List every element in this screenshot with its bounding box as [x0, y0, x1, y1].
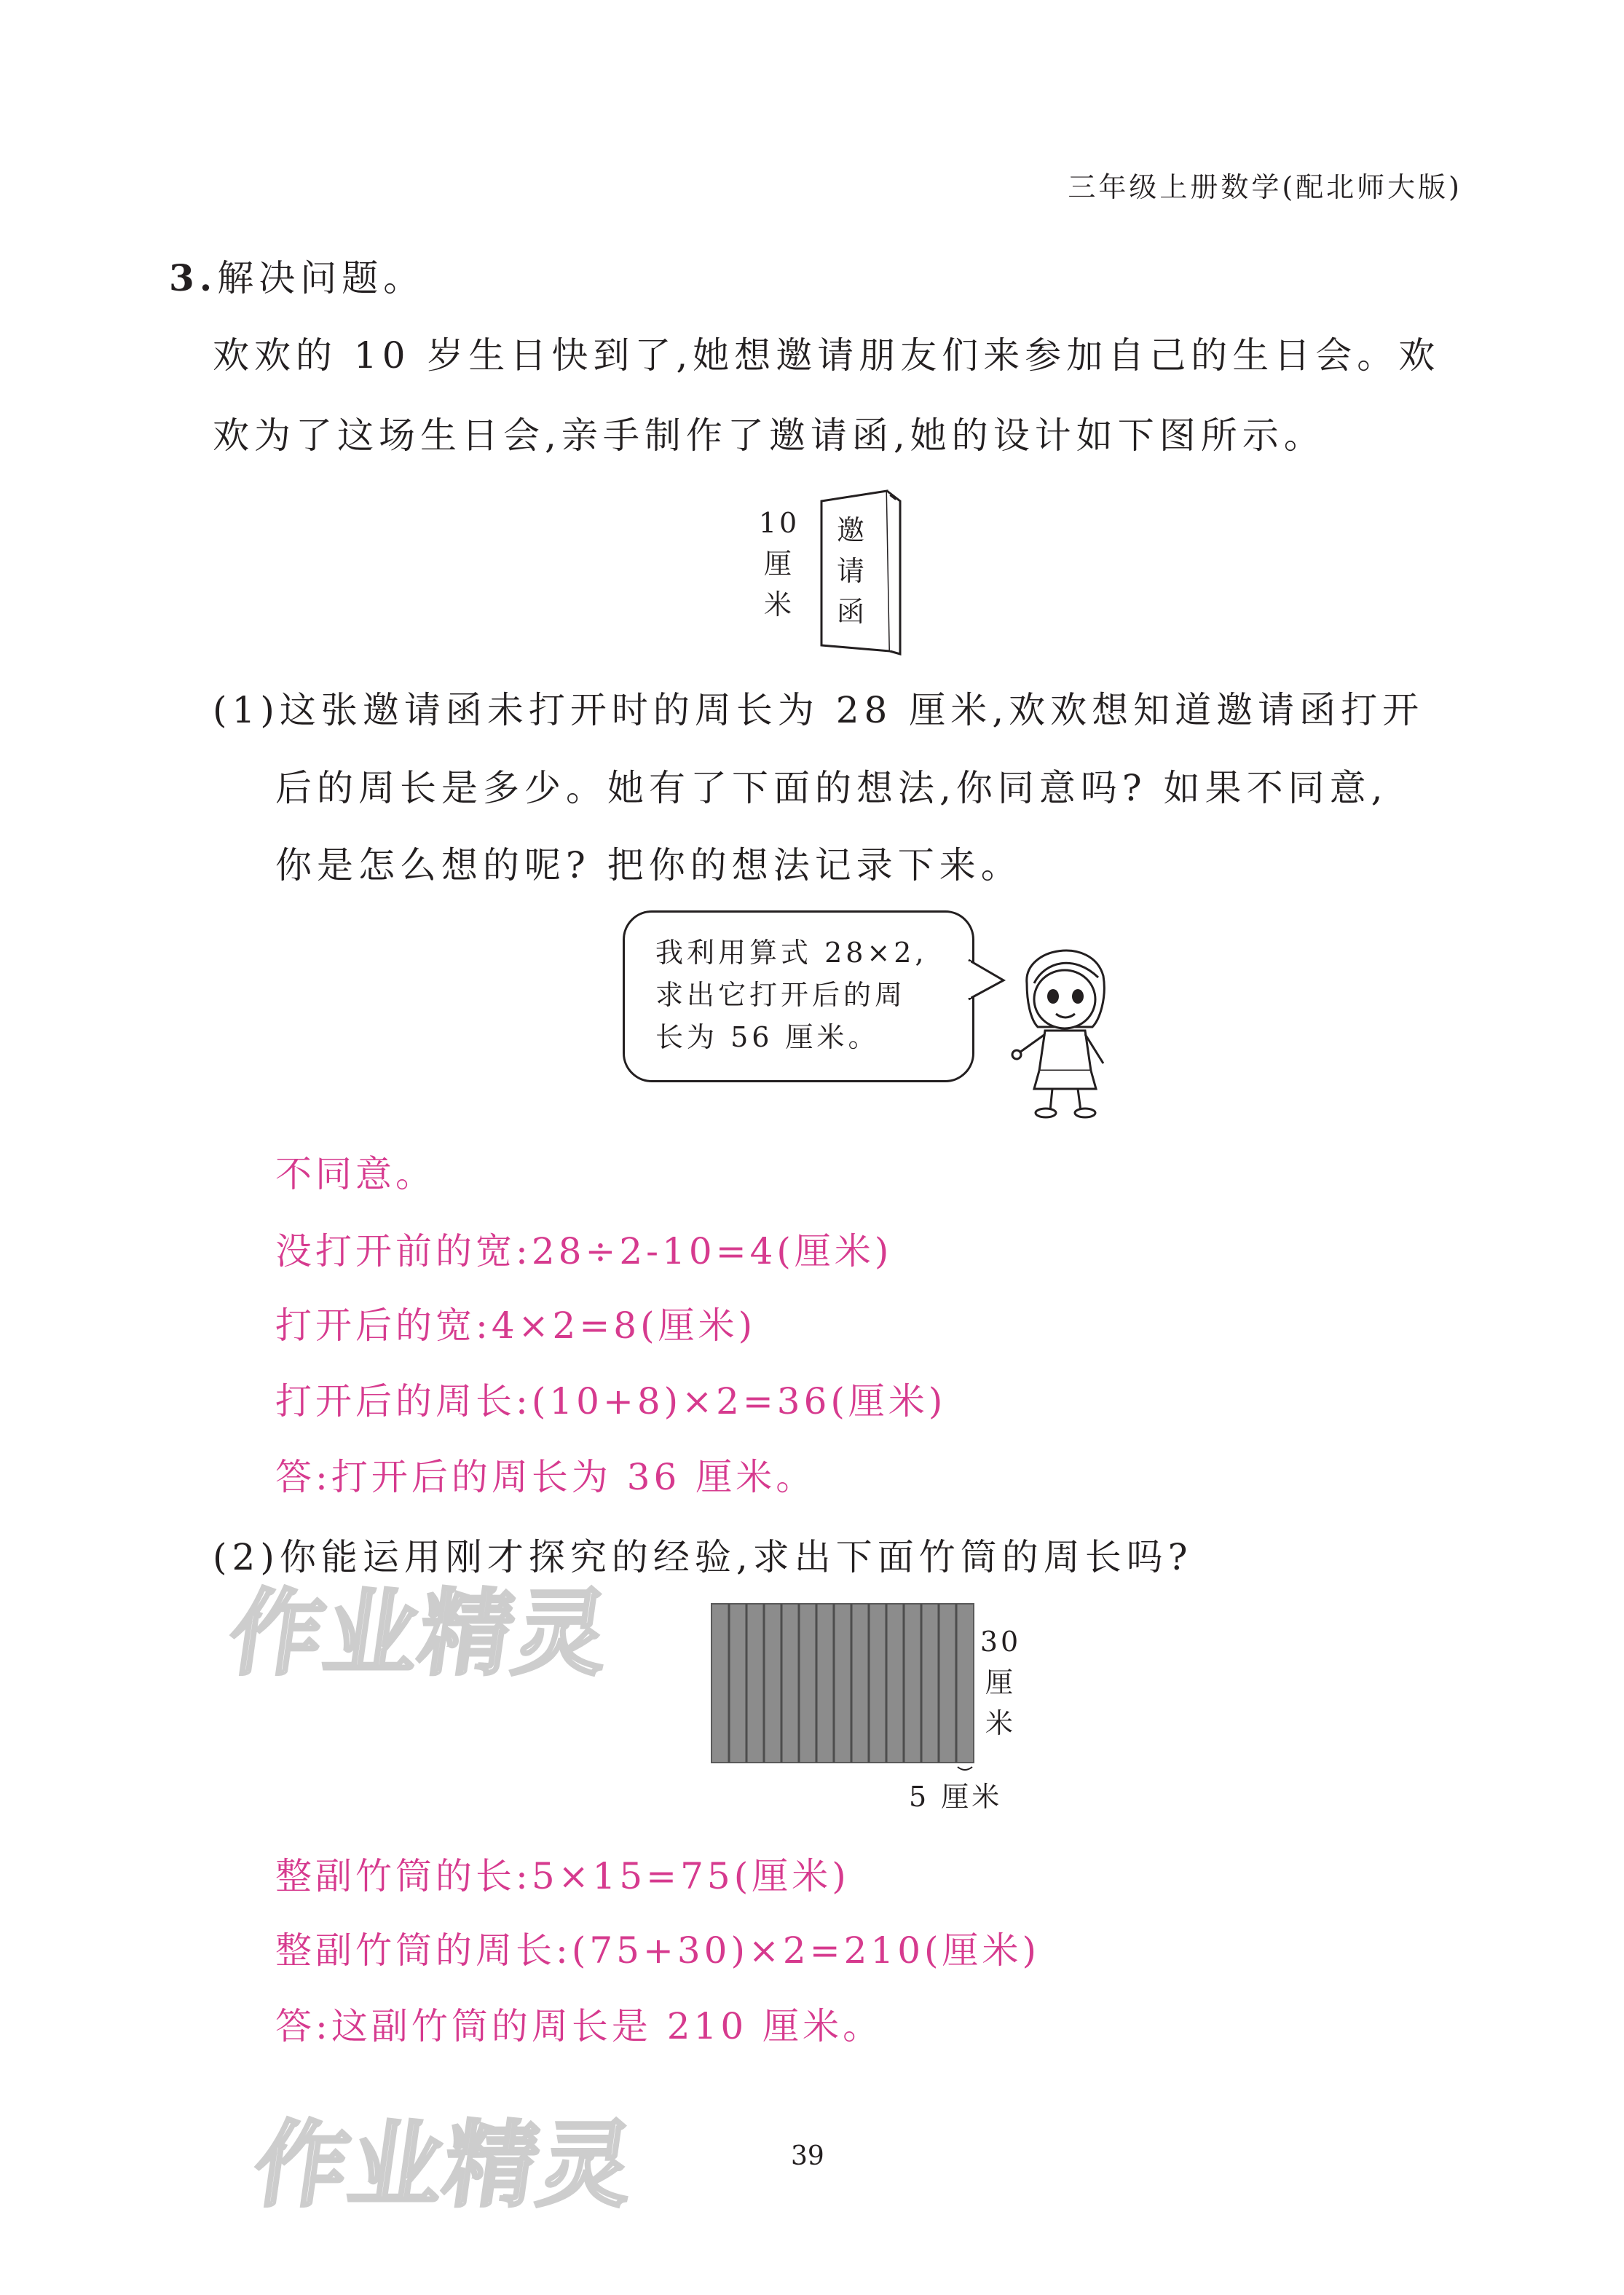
- speech-bubble-text: [655, 932, 928, 1058]
- part1-answer-line-1: 不同意。: [275, 1153, 435, 1195]
- bubble-line-1: 我利用算式 28×2,: [655, 937, 928, 969]
- card-height-unit-1: 厘: [763, 548, 795, 580]
- part1-question-line-3: 你是怎么想的呢? 把你的想法记录下来。: [275, 844, 1022, 886]
- card-title-vertical: [830, 510, 874, 632]
- speech-bubble-tail: [967, 954, 1011, 1012]
- card-char-2: 请: [836, 555, 867, 587]
- problem-heading: [169, 249, 425, 302]
- bubble-line-2: 求出它打开后的周: [655, 979, 907, 1011]
- part1-answer-line-2: 没打开前的宽:28÷2-10=4(厘米): [275, 1230, 893, 1272]
- page-number: 39: [791, 2141, 824, 2171]
- bamboo-height-value: 30: [979, 1626, 1022, 1658]
- part1-answer-line-3: 打开后的宽:4×2=8(厘米): [275, 1304, 757, 1347]
- part2-question: (2)你能运用刚才探究的经验,求出下面竹筒的周长吗?: [213, 1536, 1193, 1578]
- book-title-header: 三年级上册数学(配北师大版): [1068, 171, 1462, 203]
- part2-answer-line-2: 整副竹筒的周长:(75+30)×2=210(厘米): [275, 1929, 1041, 1972]
- bamboo-width-label: 5 厘米: [909, 1781, 1003, 1813]
- problem-number: 3.: [169, 256, 218, 299]
- intro-line-2: 欢为了这场生日会,亲手制作了邀请函,她的设计如下图所示。: [213, 414, 1325, 457]
- part1-question-line-2: 后的周长是多少。她有了下面的想法,你同意吗? 如果不同意,: [275, 767, 1388, 809]
- part2-answer-line-1: 整副竹筒的长:5×15=75(厘米): [275, 1855, 850, 1897]
- card-height-value: 10: [758, 507, 800, 539]
- watermark-2: 作业精灵: [247, 2111, 642, 2220]
- bamboo-height-unit-1: 厘: [985, 1666, 1016, 1698]
- bamboo-height-unit-2: 米: [985, 1707, 1016, 1739]
- part1-answer-line-4: 打开后的周长:(10+8)×2=36(厘米): [275, 1380, 947, 1422]
- part1-answer-line-5: 答:打开后的周长为 36 厘米。: [275, 1456, 816, 1498]
- card-char-1: 邀: [836, 514, 867, 546]
- girl-character-illustration: [1005, 932, 1129, 1122]
- part2-answer-line-3: 答:这副竹筒的周长是 210 厘米。: [275, 2005, 883, 2047]
- card-height-label: [757, 503, 801, 625]
- bubble-line-3: 长为 56 厘米。: [655, 1021, 880, 1053]
- part1-question-line-1: (1)这张邀请函未打开时的周长为 28 厘米,欢欢想知道邀请函打开: [213, 689, 1424, 731]
- speech-bubble: [623, 910, 974, 1082]
- bamboo-height-label: [979, 1621, 1022, 1744]
- watermark-1: 作业精灵: [222, 1580, 617, 1688]
- problem-title: 解决问题。: [217, 257, 425, 299]
- intro-line-1: 欢欢的 10 岁生日快到了,她想邀请朋友们来参加自己的生日会。欢: [213, 334, 1440, 377]
- bamboo-mat-drawing: [710, 1602, 979, 1799]
- card-char-3: 函: [836, 596, 867, 628]
- card-height-unit-2: 米: [763, 588, 795, 621]
